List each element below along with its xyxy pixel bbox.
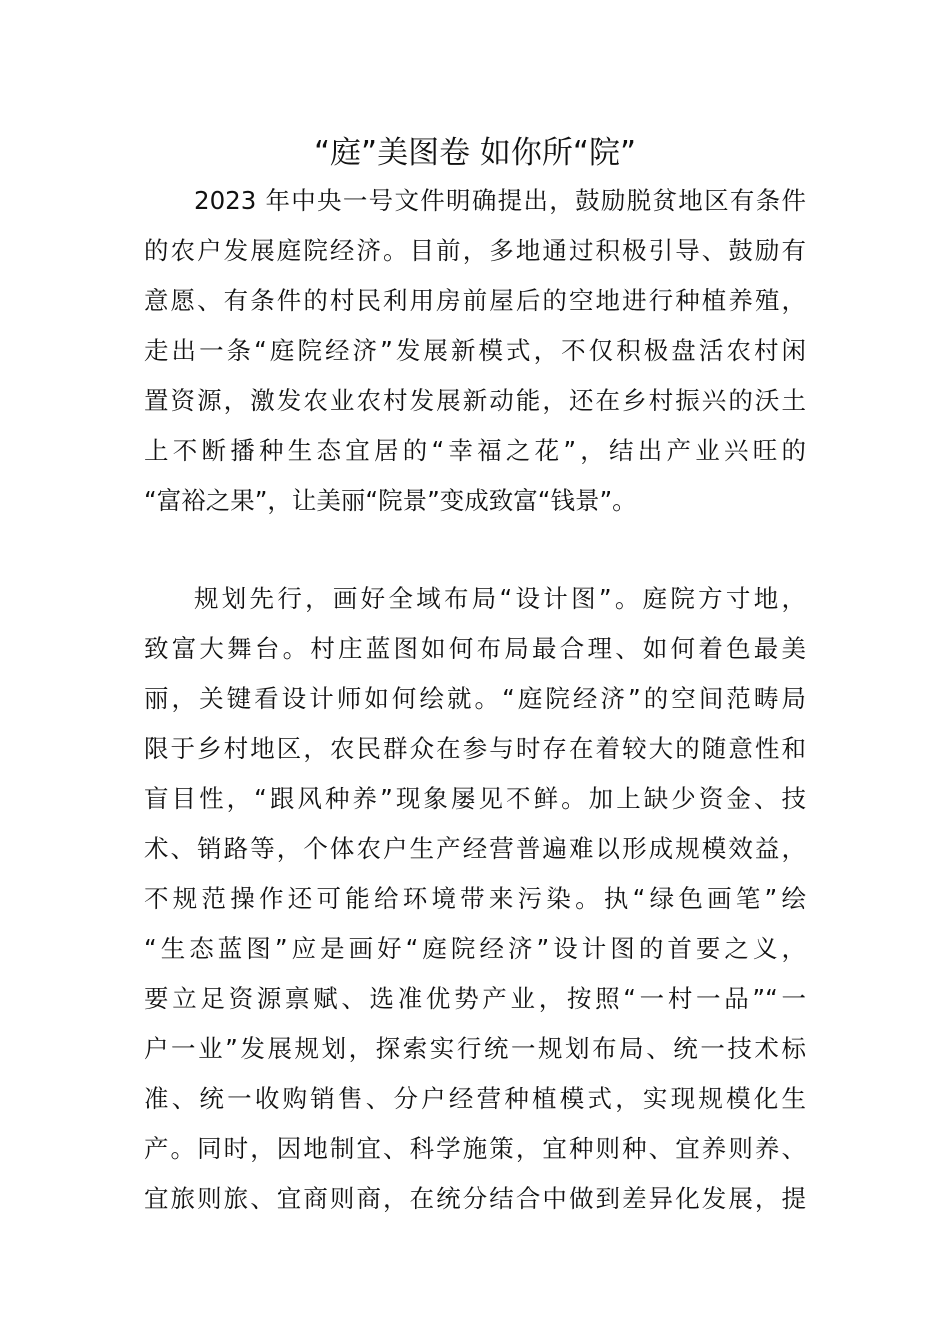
paragraph-1-line-2: 的农户发展庭院经济。目前，多地通过积极引导、鼓励有 — [144, 236, 806, 265]
paragraph-2-line-9: 要立足资源禀赋、选准优势产业，按照“一村一品”“一 — [144, 984, 806, 1013]
paragraph-2-line-6: 术、销路等，个体农户生产经营普遍难以形成规模效益， — [144, 834, 806, 863]
paragraph-1-line-6: 上不断播种生态宜居的“幸福之花”，结出产业兴旺的 — [144, 436, 806, 465]
paragraph-2-line-7: 不规范操作还可能给环境带来污染。执“绿色画笔”绘 — [144, 884, 806, 913]
paragraph-1-line-1: 2023 年中央一号文件明确提出，鼓励脱贫地区有条件 — [194, 186, 806, 215]
paragraph-2-line-12: 产。同时，因地制宜、科学施策，宜种则种、宜养则养、 — [144, 1134, 806, 1163]
paragraph-1-line-7: “富裕之果”，让美丽“院景”变成致富“钱景”。 — [144, 486, 637, 515]
paragraph-2-line-4: 限于乡村地区，农民群众在参与时存在着较大的随意性和 — [144, 734, 806, 763]
paragraph-1-line-4: 走出一条“庭院经济”发展新模式，不仅积极盘活农村闲 — [144, 336, 806, 365]
paragraph-1-line-3: 意愿、有条件的村民利用房前屋后的空地进行种植养殖， — [144, 286, 806, 315]
paragraph-2-line-5: 盲目性，“跟风种养”现象屡见不鲜。加上缺少资金、技 — [144, 784, 806, 813]
paragraph-2-line-3: 丽，关键看设计师如何绘就。“庭院经济”的空间范畴局 — [144, 684, 806, 713]
paragraph-1-line-5: 置资源，激发农业农村发展新动能，还在乡村振兴的沃土 — [144, 386, 806, 415]
paragraph-2-line-11: 准、统一收购销售、分户经营种植模式，实现规模化生 — [144, 1084, 806, 1113]
paragraph-2-line-2: 致富大舞台。村庄蓝图如何布局最合理、如何着色最美 — [144, 634, 806, 663]
paragraph-2-line-13: 宜旅则旅、宜商则商，在统分结合中做到差异化发展，提 — [144, 1184, 806, 1213]
paragraph-2-line-1: 规划先行，画好全域布局“设计图”。庭院方寸地， — [194, 584, 806, 613]
paragraph-2-line-8: “生态蓝图”应是画好“庭院经济”设计图的首要之义， — [144, 934, 806, 963]
paragraph-2-line-10: 户一业”发展规划，探索实行统一规划布局、统一技术标 — [144, 1034, 806, 1063]
document-title: “庭”美图卷 如你所“院” — [313, 135, 637, 171]
